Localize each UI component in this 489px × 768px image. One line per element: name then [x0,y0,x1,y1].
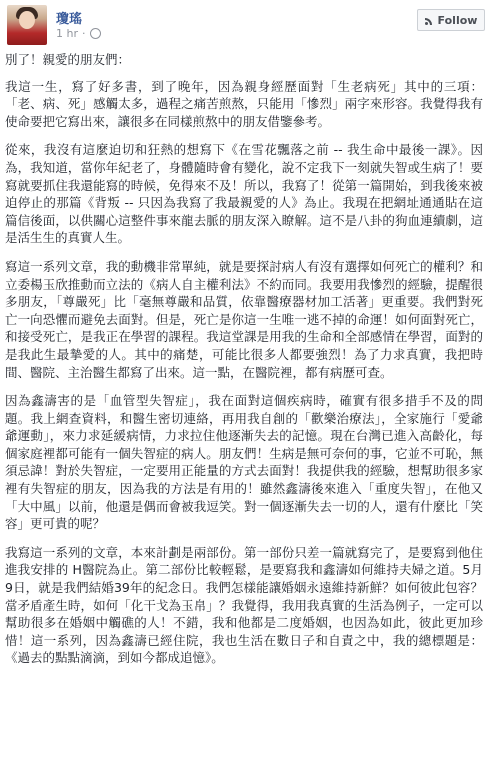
post-paragraph-3: 寫這一系列文章，我的動機非常單純，就是要探討病人有沒有選擇如何死亡的權利？和立委楊玉欣推動而立法的《病人自主權利法》不約而同。我要用我慘烈的經驗，提醒很多朋友，「尊嚴死」比「毫無尊嚴和品質，依靠醫療器材加工活著」更重要。我們對死亡一向恐懼而避免去面對。但是，死亡是你這一生唯一逃不掉的命運！如何面對死亡，和接受死亡，是我正在學習的課程。我這堂課是用我的生命和全部感情在學習，面對的是我此生最摯愛的人。其中的痛楚，可能比很多人都要強烈！為了力求真實，我把時間、醫院、主治醫生都寫了出來。這一點，在醫院裡，都有病歷可查。 [5,258,483,380]
avatar[interactable] [7,5,47,45]
rss-icon [425,16,434,25]
post-paragraph-2: 從來，我沒有這麼迫切和狂熱的想寫下《在雪花飄落之前 -- 我生命中最後一課》。因為，我知道，當你年紀老了，身體隨時會有變化，說不定我下一刻就失智或生病了！要寫就要抓住我還能寫的時候，免得來不及！所以，我寫了！從第一篇開始，到我後來被迫停止的那篇《背叛 -- 只因為我寫了我最親愛的人》為止。我現在把網址通通貼在這篇信後面，以供關心這整件事來龍去脈的朋友深入瞭解。這不是八卦的狗血連續劇，這是活生生的真實人生。 [5,142,483,246]
post-body [5,51,483,678]
post-paragraph-5: 我寫這一系列的文章，本來計劃是兩部份。第一部份只差一篇就寫完了，是要寫到他住進我安排的 H醫院為止。第二部份比較輕鬆，是要寫我和鑫濤如何維持夫婦之道。5月9日，就是我們結婚39年的紀念日。我們怎樣能讓婚姻永遠維持新鮮？如何彼此包容？當矛盾產生時，如何「化干戈為玉帛」？我覺得，我用我真實的生活為例子，一定可以幫助很多在婚姻中觸礁的人！不錯，我和他都是二度婚姻，也因為如此，彼此更加珍惜！這一系列，因為鑫濤已經住院，我也生活在數日子和自責之中，我的總標題是：《過去的點點滴滴，到如今都成追憶》。 [5,544,483,666]
post-header [0,0,489,52]
author-name[interactable]: 瓊瑤 [56,12,83,27]
timestamp[interactable]: 1 hr [56,27,78,40]
avatar-face [19,11,35,29]
post-meta [56,27,101,40]
separator: · [82,27,86,40]
post-greeting: 別了！親愛的朋友們： [5,52,131,67]
follow-button[interactable] [417,9,485,31]
globe-icon [90,28,101,39]
post-paragraph-4: 因為鑫濤害的是「血管型失智症」，我在面對這個疾病時，確實有很多措手不及的問題。我上網查資料，和醫生密切連絡，再用我自創的「歡樂治療法」，全家施行「愛爺爺運動」，來力求延緩病情，力求拉住他逐漸失去的記憶。現在台灣已進入高齡化，每個家庭裡都可能有一個失智症的病人。朋友們！生病是無可奈何的事，它並不可恥，無須忌諱！對於失智症，一定要用正能量的方式去面對！我提供我的經驗，想幫助很多家裡有失智症的朋友，因為我的方法是有用的！雖然鑫濤後來進入「重度失智」，在他又「大中風」以前，他還是偶而會被我逗笑。對一個逐漸失去一切的人，還有什麼比「笑容」更可貴的呢？ [5,393,483,532]
post-paragraph-1: 我這一生，寫了好多書，到了晚年，因為親身經歷面對「生老病死」其中的三項：「老、病、死」感觸太多，過程之痛苦煎熬，只能用「慘烈」兩字來形容。我覺得我有使命要把它寫出來，讓很多在同樣煎熬中的朋友借鑒參考。 [5,78,483,129]
follow-label: Follow [437,13,478,27]
